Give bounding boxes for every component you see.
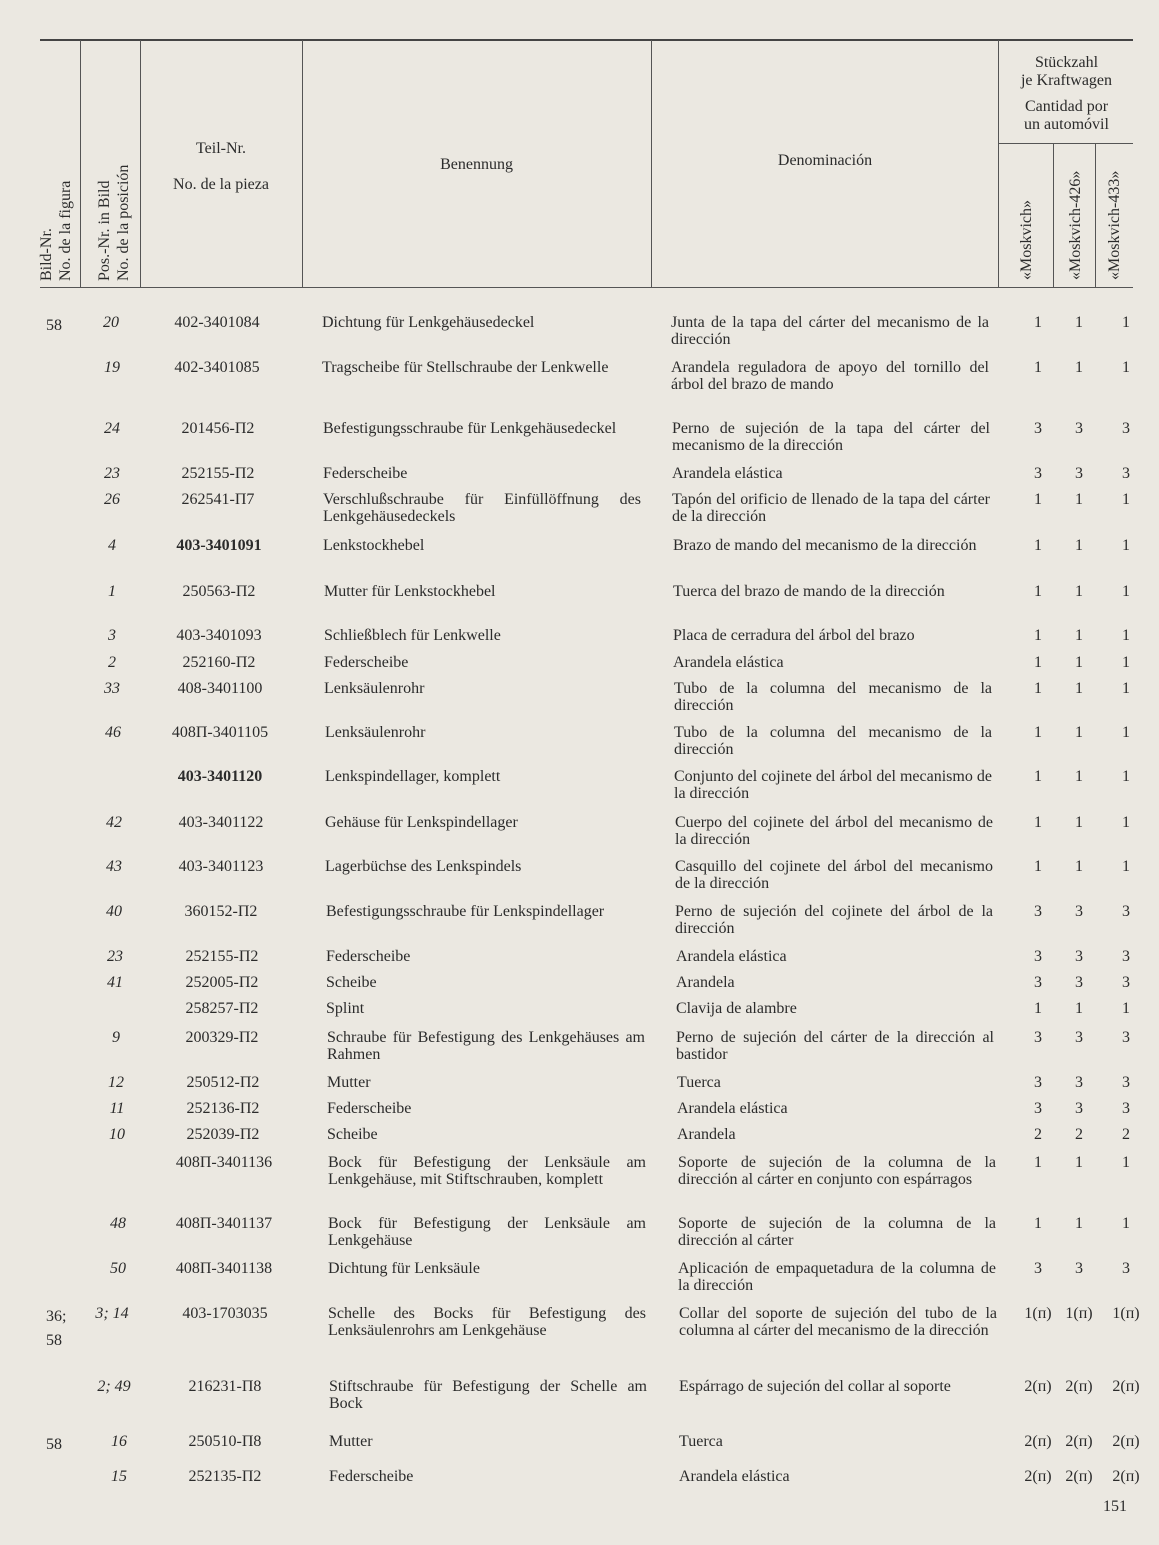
part-number: 252155-П2 <box>185 948 259 965</box>
part-number: 403-3401120 <box>177 768 263 785</box>
qty-moskvich-433: 3 <box>1122 465 1130 482</box>
benennung-text: Mutter <box>327 1074 371 1091</box>
qty-moskvich: 1 <box>1034 1154 1042 1171</box>
benennung-text: Schelle des Bocks für Befestigung des Lenksäulenrohrs am Lenkgehäuse <box>328 1305 646 1339</box>
header-pos-es: No. de la posición <box>115 164 132 281</box>
denominacion-text: Espárrago de sujeción del collar al soporte <box>679 1378 951 1395</box>
denominacion-text: Arandela elástica <box>679 1468 790 1485</box>
position-number: 23 <box>104 465 120 482</box>
benennung-text: Splint <box>326 1000 365 1017</box>
part-number: 408П-3401136 <box>175 1154 273 1171</box>
qty-moskvich-433: 1 <box>1122 583 1130 600</box>
position-number: 9 <box>112 1029 120 1046</box>
qty-moskvich-433: 2(п) <box>1112 1468 1140 1485</box>
qty-moskvich-433: 2(п) <box>1112 1378 1140 1395</box>
header-teil-nr: Teil-Nr. <box>196 140 246 157</box>
benennung-text: Bock für Befestigung der Lenksäule am Lenkgehäuse, mit Stiftschrauben, komplett <box>328 1154 646 1188</box>
denominacion-text: Junta de la tapa del cárter del mecanismo de la dirección <box>671 314 989 348</box>
top-rule <box>40 39 1133 41</box>
benennung-text: Dichtung für Lenkgehäusedeckel <box>322 314 535 331</box>
header-model-426: «Moskvich-426» <box>1067 170 1084 280</box>
benennung-text: Schraube für Befestigung des Lenkgehäuses am Rahmen <box>327 1029 645 1063</box>
qty-moskvich-433: 1 <box>1122 814 1130 831</box>
qty-moskvich-433: 3 <box>1122 1074 1130 1091</box>
position-number: 50 <box>110 1260 126 1277</box>
qty-moskvich-426: 2(п) <box>1065 1433 1093 1450</box>
qty-moskvich: 1 <box>1034 1215 1042 1232</box>
qty-moskvich-433: 1 <box>1122 491 1130 508</box>
denominacion-text: Perno de sujeción de la tapa del cárter del mecanismo de la dirección <box>672 420 990 454</box>
qty-moskvich-426: 3 <box>1075 1029 1083 1046</box>
qty-moskvich: 1 <box>1034 1000 1042 1017</box>
qty-moskvich: 1 <box>1034 491 1042 508</box>
position-number: 42 <box>106 814 122 831</box>
header-denominacion: Denominación <box>777 152 873 169</box>
header-bottom-rule <box>40 287 1133 288</box>
position-number: 26 <box>104 491 120 508</box>
qty-moskvich-433: 3 <box>1122 974 1130 991</box>
denominacion-text: Arandela reguladora de apoyo del tornillo del árbol del brazo de mando <box>671 359 989 393</box>
qty-header-rule <box>998 143 1133 144</box>
qty-moskvich-426: 3 <box>1075 1100 1083 1117</box>
part-number: 403-1703035 <box>182 1305 268 1322</box>
denominacion-text: Casquillo del cojinete del árbol del mecanismo de la dirección <box>675 858 993 892</box>
qty-moskvich-426: 3 <box>1075 420 1083 437</box>
benennung-text: Verschlußschraube für Einfüllöffnung des Lenkgehäusedeckels <box>323 491 641 525</box>
denominacion-text: Clavija de alambre <box>676 1000 797 1017</box>
qty-moskvich: 3 <box>1034 1029 1042 1046</box>
qty-moskvich-426: 3 <box>1075 974 1083 991</box>
header-automovil: un automóvil <box>1024 116 1109 133</box>
benennung-text: Lenksäulenrohr <box>324 680 425 697</box>
qty-moskvich: 1 <box>1034 654 1042 671</box>
qty-moskvich: 2(п) <box>1024 1433 1052 1450</box>
qty-moskvich-433: 1 <box>1122 654 1130 671</box>
part-number: 258257-П2 <box>185 1000 259 1017</box>
benennung-text: Mutter <box>329 1433 373 1450</box>
qty-moskvich-433: 3 <box>1122 1260 1130 1277</box>
qty-moskvich: 3 <box>1034 1100 1042 1117</box>
denominacion-text: Conjunto del cojinete del árbol del mecanismo de la dirección <box>674 768 992 802</box>
qty-moskvich-433: 1 <box>1122 537 1130 554</box>
qty-moskvich-426: 1 <box>1075 583 1083 600</box>
header-bild-nr: Bild-Nr. <box>38 228 55 281</box>
qty-moskvich: 3 <box>1034 948 1042 965</box>
denominacion-text: Arandela <box>676 974 735 991</box>
part-number: 408П-3401138 <box>175 1260 273 1277</box>
benennung-text: Scheibe <box>327 1126 378 1143</box>
part-number: 252160-П2 <box>182 654 256 671</box>
header-pieza: No. de la pieza <box>173 176 269 193</box>
qty-moskvich-433: 1 <box>1122 1000 1130 1017</box>
benennung-text: Mutter für Lenkstockhebel <box>324 583 496 600</box>
qty-moskvich-426: 1 <box>1075 654 1083 671</box>
part-number: 408П-3401137 <box>175 1215 273 1232</box>
benennung-text: Lenkspindellager, komplett <box>325 768 501 785</box>
position-number: 33 <box>104 680 120 697</box>
position-number: 24 <box>104 420 120 437</box>
position-number: 41 <box>107 974 123 991</box>
part-number: 402-3401084 <box>174 314 260 331</box>
figure-number: 58 <box>46 1436 62 1453</box>
benennung-text: Lenkstockhebel <box>323 537 425 554</box>
benennung-text: Lenksäulenrohr <box>325 724 426 741</box>
qty-moskvich-426: 1 <box>1075 359 1083 376</box>
qty-moskvich: 1 <box>1034 537 1042 554</box>
qty-moskvich-433: 1 <box>1122 627 1130 644</box>
benennung-text: Dichtung für Lenksäule <box>328 1260 480 1277</box>
denominacion-text: Soporte de sujeción de la columna de la dirección al cárter <box>678 1215 996 1249</box>
denominacion-text: Brazo de mando del mecanismo de la dirección <box>673 537 977 554</box>
qty-moskvich: 1 <box>1034 627 1042 644</box>
qty-moskvich-426: 1 <box>1075 768 1083 785</box>
qty-moskvich-426: 1 <box>1075 814 1083 831</box>
position-number: 23 <box>107 948 123 965</box>
denominacion-text: Perno de sujeción del cárter de la dirección al bastidor <box>676 1029 994 1063</box>
qty-moskvich-426: 3 <box>1075 948 1083 965</box>
qty-moskvich-426: 1 <box>1075 491 1083 508</box>
header-fig-es: No. de la figura <box>57 180 74 281</box>
qty-moskvich-426: 1 <box>1075 1154 1083 1171</box>
denominacion-text: Tuerca <box>677 1074 721 1091</box>
position-number: 11 <box>109 1100 125 1117</box>
figure-number: 58 <box>46 317 62 334</box>
denominacion-text: Tubo de la columna del mecanismo de la dirección <box>674 724 992 758</box>
part-number: 403-3401122 <box>178 814 264 831</box>
qty-moskvich: 1 <box>1034 858 1042 875</box>
qty-moskvich: 3 <box>1034 1260 1042 1277</box>
qty-moskvich-433: 1 <box>1122 858 1130 875</box>
qty-moskvich-433: 1 <box>1122 1215 1130 1232</box>
qty-moskvich-426: 1 <box>1075 627 1083 644</box>
qty-moskvich-433: 3 <box>1122 948 1130 965</box>
position-number: 40 <box>106 903 122 920</box>
qty-moskvich-433: 1 <box>1122 724 1130 741</box>
qty-moskvich-433: 3 <box>1122 903 1130 920</box>
header-stueckzahl: Stückzahl <box>1034 54 1099 71</box>
position-number: 43 <box>106 858 122 875</box>
part-number: 252039-П2 <box>186 1126 260 1143</box>
qty-moskvich-433: 1(п) <box>1112 1305 1140 1322</box>
part-number: 250512-П2 <box>186 1074 260 1091</box>
denominacion-text: Tubo de la columna del mecanismo de la dirección <box>674 680 992 714</box>
part-number: 408-3401100 <box>177 680 263 697</box>
col-divider <box>302 40 303 287</box>
qty-moskvich: 1 <box>1034 768 1042 785</box>
denominacion-text: Cuerpo del cojinete del árbol del mecanismo de la dirección <box>675 814 993 848</box>
benennung-text: Lagerbüchse des Lenkspindels <box>325 858 522 875</box>
qty-moskvich: 3 <box>1034 465 1042 482</box>
denominacion-text: Placa de cerradura del árbol del brazo <box>673 627 915 644</box>
denominacion-text: Tuerca <box>679 1433 723 1450</box>
qty-moskvich: 3 <box>1034 420 1042 437</box>
col-divider <box>80 40 81 287</box>
qty-moskvich-426: 1 <box>1075 1215 1083 1232</box>
qty-moskvich-426: 1 <box>1075 724 1083 741</box>
qty-moskvich-426: 2(п) <box>1065 1468 1093 1485</box>
qty-moskvich-433: 1 <box>1122 314 1130 331</box>
part-number: 252136-П2 <box>186 1100 260 1117</box>
qty-moskvich-433: 3 <box>1122 420 1130 437</box>
denominacion-text: Aplicación de empaquetadura de la columna de la dirección <box>678 1260 996 1294</box>
position-number: 4 <box>108 537 116 554</box>
position-number: 12 <box>108 1074 124 1091</box>
denominacion-text: Collar del soporte de sujeción del tubo de la columna al cárter del mecanismo de la dirección <box>679 1305 997 1339</box>
qty-moskvich: 1 <box>1034 359 1042 376</box>
qty-moskvich-426: 2 <box>1075 1126 1083 1143</box>
position-number: 46 <box>105 724 121 741</box>
figure-number: 36; 58 <box>46 1308 67 1349</box>
denominacion-text: Arandela <box>677 1126 736 1143</box>
qty-moskvich-433: 2 <box>1122 1126 1130 1143</box>
position-number: 19 <box>104 359 120 376</box>
qty-moskvich-426: 1 <box>1075 680 1083 697</box>
qty-moskvich: 2(п) <box>1024 1378 1052 1395</box>
denominacion-text: Arandela elástica <box>676 948 787 965</box>
part-number: 252135-П2 <box>188 1468 262 1485</box>
qty-moskvich: 2(п) <box>1024 1468 1052 1485</box>
qty-moskvich-426: 1 <box>1075 314 1083 331</box>
header-benennung: Benennung <box>440 156 513 173</box>
qty-moskvich-426: 1 <box>1075 537 1083 554</box>
col-divider <box>140 40 141 287</box>
qty-moskvich: 1 <box>1034 583 1042 600</box>
qty-moskvich: 3 <box>1034 1074 1042 1091</box>
position-number: 48 <box>110 1215 126 1232</box>
qty-moskvich-426: 3 <box>1075 465 1083 482</box>
benennung-text: Tragscheibe für Stellschraube der Lenkwelle <box>322 359 609 376</box>
header-cantidad: Cantidad por <box>1024 98 1109 115</box>
col-divider <box>998 40 999 287</box>
qty-moskvich-433: 3 <box>1122 1029 1130 1046</box>
benennung-text: Federscheibe <box>327 1100 412 1117</box>
part-number: 201456-П2 <box>181 420 255 437</box>
part-number: 403-3401091 <box>176 537 262 554</box>
benennung-text: Schließblech für Lenkwelle <box>324 627 501 644</box>
position-number: 10 <box>109 1126 125 1143</box>
part-number: 252155-П2 <box>181 465 255 482</box>
qty-moskvich-433: 1 <box>1122 680 1130 697</box>
part-number: 250510-П8 <box>188 1433 262 1450</box>
qty-moskvich-426: 3 <box>1075 903 1083 920</box>
position-number: 3; 14 <box>95 1305 129 1322</box>
benennung-text: Federscheibe <box>323 465 408 482</box>
qty-moskvich-426: 1 <box>1075 858 1083 875</box>
benennung-text: Stiftschraube für Befestigung der Schelle am Bock <box>329 1378 647 1412</box>
position-number: 1 <box>108 583 116 600</box>
part-number: 216231-П8 <box>188 1378 262 1395</box>
qty-moskvich: 1 <box>1034 724 1042 741</box>
qty-moskvich-426: 2(п) <box>1065 1378 1093 1395</box>
position-number: 2 <box>108 654 116 671</box>
col-divider <box>651 40 652 287</box>
qty-moskvich: 1 <box>1034 314 1042 331</box>
qty-moskvich-426: 1(п) <box>1065 1305 1093 1322</box>
position-number: 16 <box>111 1433 127 1450</box>
qty-moskvich: 2 <box>1034 1126 1042 1143</box>
denominacion-text: Arandela elástica <box>673 654 784 671</box>
part-number: 408П-3401105 <box>171 724 269 741</box>
part-number: 200329-П2 <box>185 1029 259 1046</box>
qty-moskvich: 3 <box>1034 974 1042 991</box>
part-number: 252005-П2 <box>185 974 259 991</box>
col-divider <box>1053 143 1054 287</box>
position-number: 3 <box>108 627 116 644</box>
benennung-text: Federscheibe <box>329 1468 414 1485</box>
denominacion-text: Tuerca del brazo de mando de la dirección <box>673 583 945 600</box>
qty-moskvich-426: 1 <box>1075 1000 1083 1017</box>
part-number: 403-3401123 <box>178 858 264 875</box>
position-number: 15 <box>111 1468 127 1485</box>
header-pos-nr: Pos.-Nr. in Bild <box>96 180 113 281</box>
part-number: 250563-П2 <box>182 583 256 600</box>
qty-moskvich-433: 2(п) <box>1112 1433 1140 1450</box>
part-number: 360152-П2 <box>184 903 258 920</box>
header-je-kraftwagen: je Kraftwagen <box>1020 72 1113 89</box>
position-number: 2; 49 <box>97 1378 131 1395</box>
benennung-text: Federscheibe <box>326 948 411 965</box>
header-model-433: «Moskvich-433» <box>1106 170 1123 280</box>
denominacion-text: Perno de sujeción del cojinete del árbol de la dirección <box>675 903 993 937</box>
qty-moskvich: 1(п) <box>1024 1305 1052 1322</box>
qty-moskvich-433: 1 <box>1122 768 1130 785</box>
qty-moskvich-433: 3 <box>1122 1100 1130 1117</box>
qty-moskvich-426: 3 <box>1075 1260 1083 1277</box>
denominacion-text: Soporte de sujeción de la columna de la dirección al cárter en conjunto con espárragos <box>678 1154 996 1188</box>
header-model-moskvich: «Moskvich» <box>1018 200 1035 280</box>
benennung-text: Federscheibe <box>324 654 409 671</box>
part-number: 403-3401093 <box>176 627 262 644</box>
qty-moskvich-433: 1 <box>1122 359 1130 376</box>
qty-moskvich-426: 3 <box>1075 1074 1083 1091</box>
denominacion-text: Arandela elástica <box>677 1100 788 1117</box>
page-number: 151 <box>1103 1498 1127 1515</box>
benennung-text: Gehäuse für Lenkspindellager <box>325 814 518 831</box>
denominacion-text: Arandela elástica <box>672 465 783 482</box>
benennung-text: Befestigungsschraube für Lenkspindellager <box>326 903 605 920</box>
benennung-text: Befestigungsschraube für Lenkgehäusedeckel <box>323 420 617 437</box>
denominacion-text: Tapón del orificio de llenado de la tapa del cárter de la dirección <box>672 491 990 525</box>
qty-moskvich: 1 <box>1034 680 1042 697</box>
benennung-text: Scheibe <box>326 974 377 991</box>
qty-moskvich: 1 <box>1034 814 1042 831</box>
qty-moskvich-433: 1 <box>1122 1154 1130 1171</box>
col-divider <box>1095 143 1096 287</box>
position-number: 20 <box>103 314 119 331</box>
benennung-text: Bock für Befestigung der Lenksäule am Lenkgehäuse <box>328 1215 646 1249</box>
qty-moskvich: 3 <box>1034 903 1042 920</box>
part-number: 402-3401085 <box>174 359 260 376</box>
part-number: 262541-П7 <box>181 491 255 508</box>
